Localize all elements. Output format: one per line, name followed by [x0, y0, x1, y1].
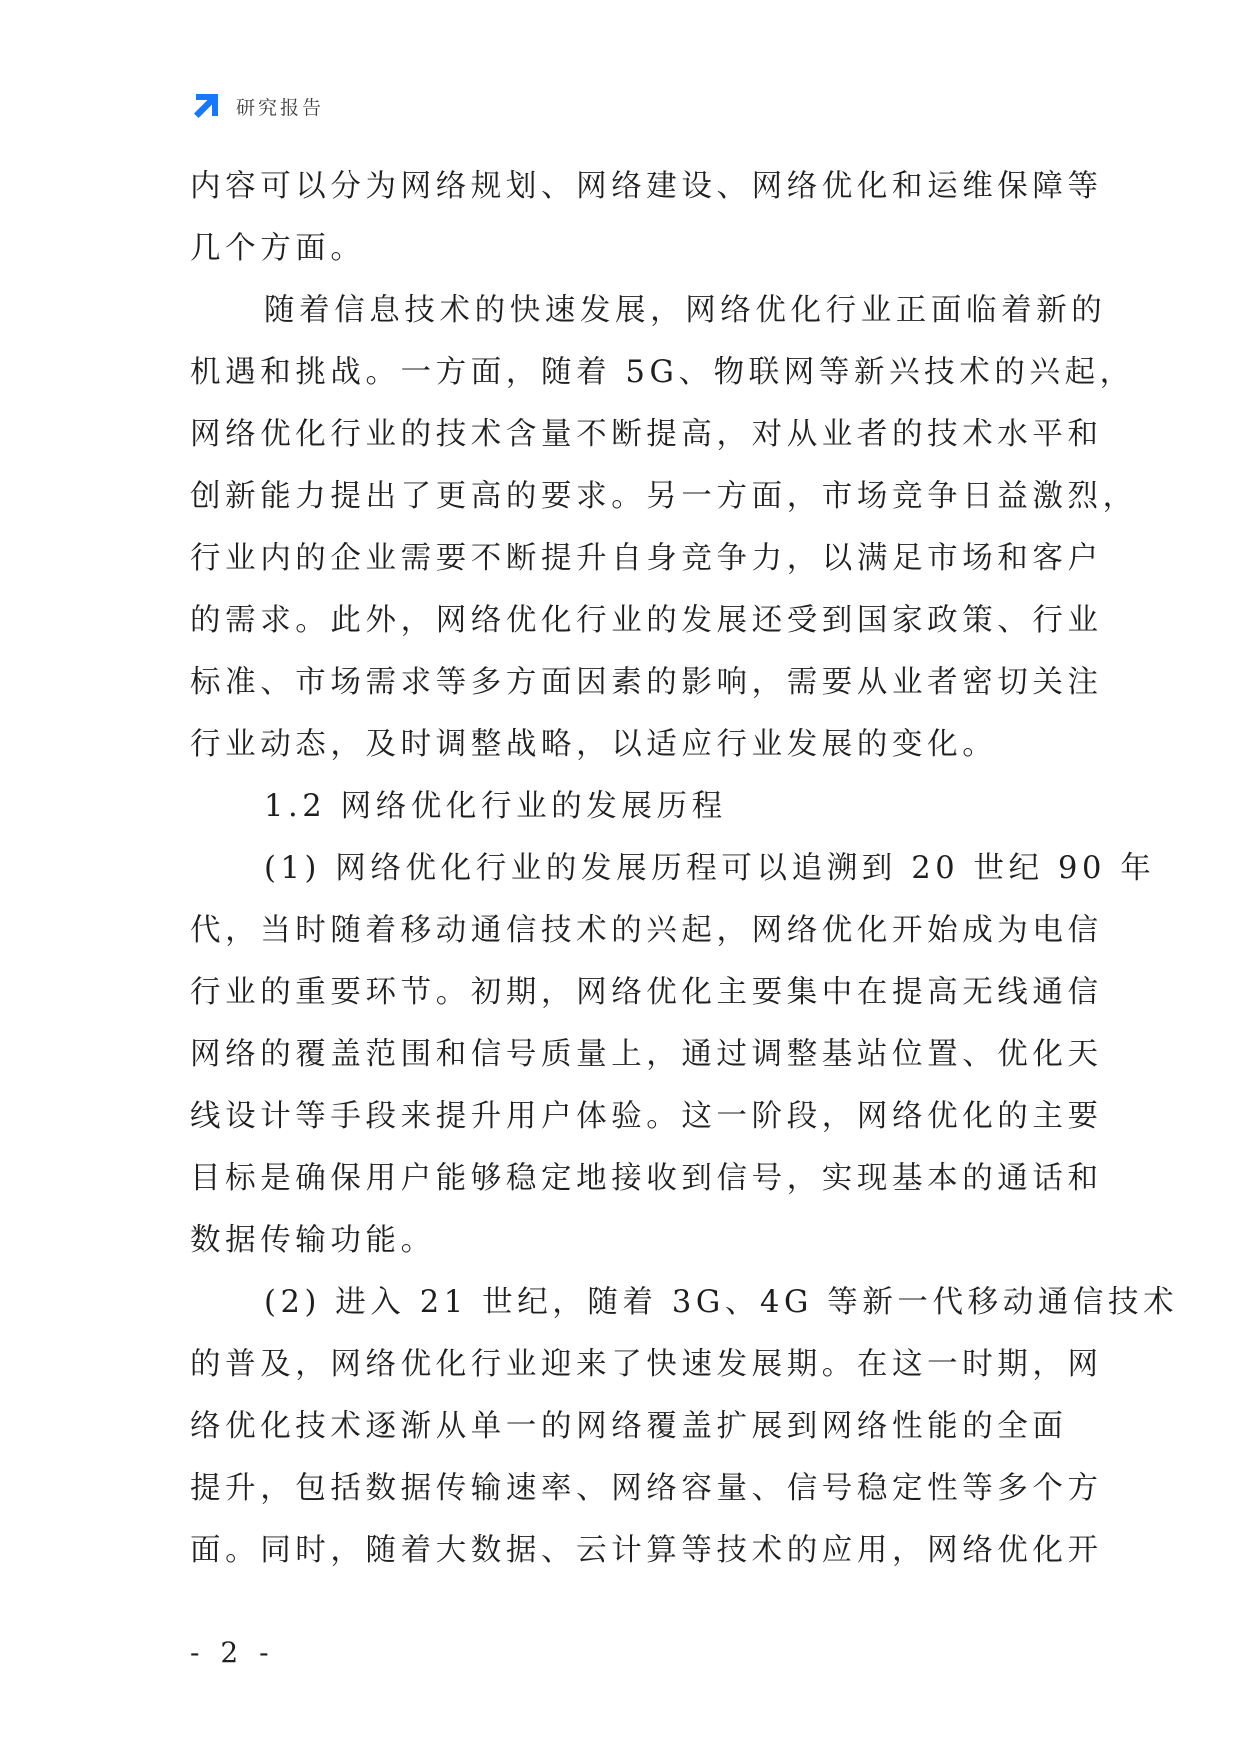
text-line: 网络的覆盖范围和信号质量上，通过调整基站位置、优化天: [190, 1037, 1103, 1072]
text-line: 提升，包括数据传输速率、网络容量、信号稳定性等多个方: [190, 1471, 1103, 1506]
text-line: 几个方面。: [190, 231, 366, 266]
section-heading: 1.2 网络优化行业的发展历程: [264, 789, 727, 824]
text-line: 网络优化行业的技术含量不断提高，对从业者的技术水平和: [190, 417, 1103, 452]
text-line: 的普及，网络优化行业迎来了快速发展期。在这一时期，网: [190, 1347, 1103, 1382]
text-line: 机遇和挑战。一方面，随着 5G、物联网等新兴技术的兴起，: [190, 355, 1135, 390]
text-line: 面。同时，随着大数据、云计算等技术的应用，网络优化开: [190, 1533, 1103, 1568]
arrow-up-right-icon: [190, 90, 222, 122]
text-line: 标准、市场需求等多方面因素的影响，需要从业者密切关注: [190, 665, 1103, 700]
text-line: 数据传输功能。: [190, 1223, 436, 1258]
text-line: 行业动态，及时调整战略，以适应行业发展的变化。: [190, 727, 998, 762]
text-line: 内容可以分为网络规划、网络建设、网络优化和运维保障等: [190, 169, 1103, 204]
text-line: 代，当时随着移动通信技术的兴起，网络优化开始成为电信: [190, 913, 1103, 948]
text-line: 目标是确保用户能够稳定地接收到信号，实现基本的通话和: [190, 1161, 1103, 1196]
page-header: [190, 88, 324, 124]
header-title: 研究报告: [236, 96, 325, 119]
text-line: 线设计等手段来提升用户体验。这一阶段，网络优化的主要: [190, 1099, 1103, 1134]
document-body: [190, 156, 1179, 1582]
text-line: 行业的重要环节。初期，网络优化主要集中在提高无线通信: [190, 975, 1103, 1010]
paragraph-start: (1) 网络优化行业的发展历程可以追溯到 20 世纪 90 年: [264, 851, 1156, 886]
text-line: 的需求。此外，网络优化行业的发展还受到国家政策、行业: [190, 603, 1103, 638]
paragraph-start: 随着信息技术的快速发展，网络优化行业正面临着新的: [264, 293, 1107, 328]
paragraph-start: (2) 进入 21 世纪，随着 3G、4G 等新一代移动通信技术: [264, 1285, 1179, 1320]
text-line: 络优化技术逐渐从单一的网络覆盖扩展到网络性能的全面: [190, 1409, 1068, 1444]
page-number: - 2 -: [190, 1636, 275, 1669]
text-line: 创新能力提出了更高的要求。另一方面，市场竞争日益激烈，: [190, 479, 1138, 514]
text-line: 行业内的企业需要不断提升自身竞争力，以满足市场和客户: [190, 541, 1103, 576]
